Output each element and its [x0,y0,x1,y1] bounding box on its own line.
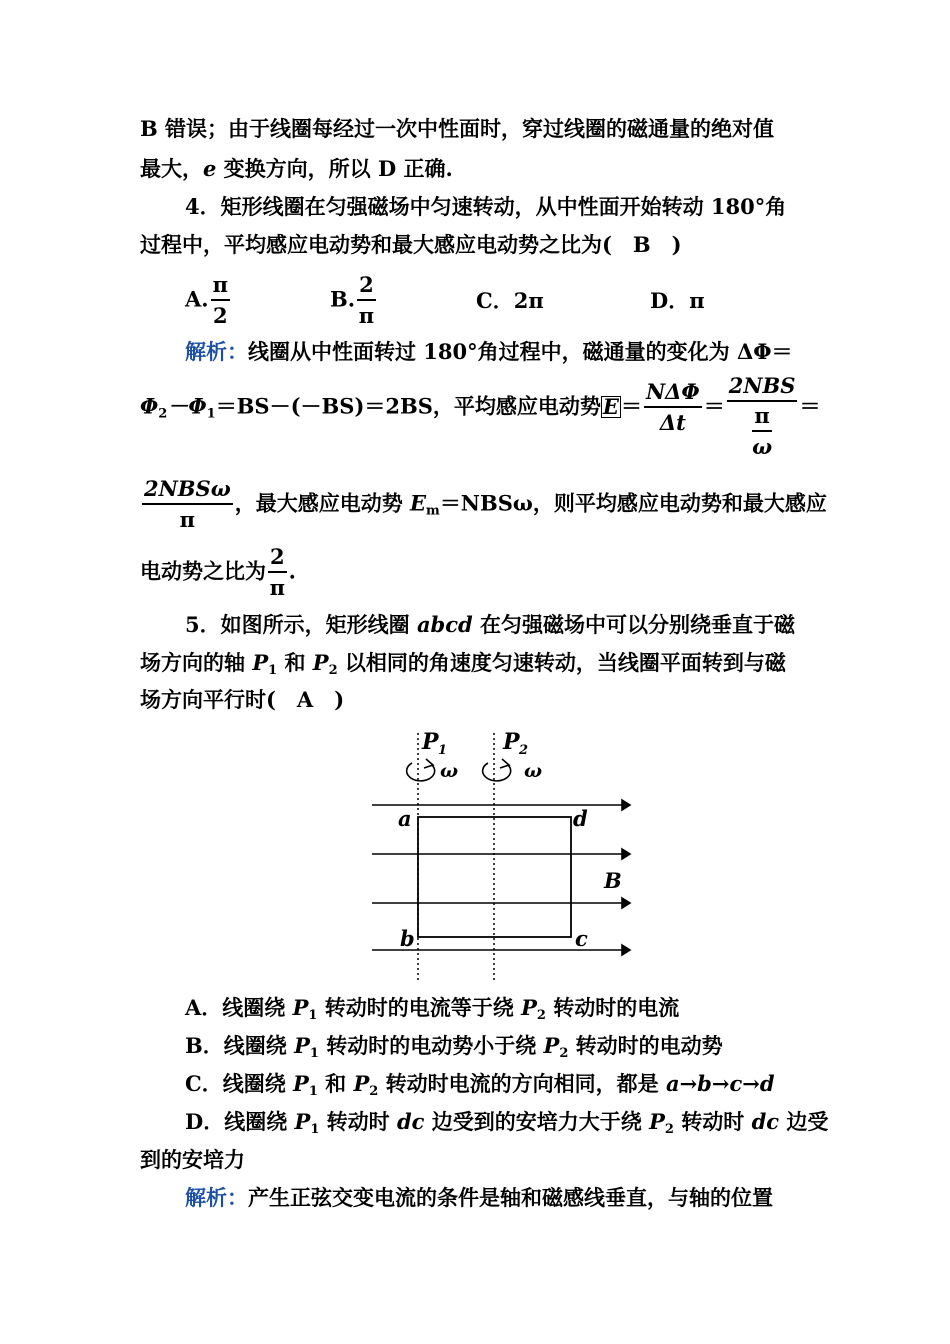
coil-figure [360,725,640,985]
q5-option-d: D．线圈绕 $P_1$ 转动时 dc 边受到的安培力大于绕 $P_2$ 转动时 dc 边受 [185,1109,829,1137]
omega-label-2: ω [524,760,543,782]
p1-sub: 1 [438,743,448,758]
p2-sub: 2 [519,743,529,758]
analysis-label: 解析： [185,339,248,364]
q4-analysis-line-4: 电动势之比为 $\frac{2}{\pi}$ . [140,544,296,600]
q4-stem-line-1: 4．矩形线圈在匀强磁场中匀速转动，从中性面开始转动 180°角 [185,194,787,219]
q5-stem-line-3: 场方向平行时( A ) [140,687,345,712]
corner-d-label: d [573,806,588,831]
p2-label: P [503,729,520,755]
q5-option-c: C．线圈绕 $P_1$ 和 $P_2$ 转动时电流的方向相同，都是 a→b→c→d [185,1071,775,1099]
q4-option-c: C．2π [476,288,544,313]
corner-a-label: a [398,806,412,831]
q4-analysis-line-3: $\frac{\text{2NBSω}}{\pi}$ ，最大感应电动势 $E_m=NBS\omega$，则平均感应电动势和最大感应 [144,476,827,532]
q5-stem-line-2: 场方向的轴 $P_1$ 和 $P_2$ 以相同的角速度匀速转动，当线圈平面转到与磁 [140,650,786,678]
q4-stem-line-2: 过程中，平均感应电动势和最大感应电动势之比为( B ) [140,232,682,257]
q4-option-d: D．π [650,288,705,313]
q5-option-b: B．线圈绕 $P_1$ 转动时的电动势小于绕 $P_2$ 转动时的电动势 [185,1033,723,1061]
omega-label-1: ω [440,760,459,782]
q4-option-b: B. $\frac{2}{\pi}$ [330,272,375,328]
intro-line-1: B 错误；由于线圈每经过一次中性面时，穿过线圈的磁通量的绝对值 [140,116,775,141]
corner-c-label: c [575,926,588,951]
analysis-label: 解析： [185,1185,248,1210]
q4-analysis-line-2: $\Phi_2-\Phi_1=BS-(-BS)=2BS$，平均感应电动势E＝ $\frac{\text{NΔΦ}}{\Delta t}$ ＝ $\frac{\text{2NBS}}{\frac{\pi}{\omega}}$ ＝ [140,373,821,459]
p1-label: P [422,729,439,755]
q5-stem-line-1: 5．如图所示，矩形线圈 abcd 在匀强磁场中可以分别绕垂直于磁 [185,612,796,637]
q5-option-a: A．线圈绕 $P_1$ 转动时的电流等于绕 $P_2$ 转动时的电流 [185,995,680,1023]
corner-b-label: b [400,926,415,951]
q5-option-d-line-2: 到的安培力 [140,1147,245,1172]
q4-analysis-line-1: 解析：线圈从中性面转过 180°角过程中，磁通量的变化为 ΔΦ＝ [185,339,793,364]
intro-line-2: 最大，e 变换方向，所以 D 正确. [140,156,453,181]
q4-option-a: A. $\frac{\pi}{2}$ [185,272,228,328]
field-b-label: B [604,868,622,893]
q5-analysis-line-1: 解析：产生正弦交变电流的条件是轴和磁感线垂直，与轴的位置 [185,1185,773,1210]
